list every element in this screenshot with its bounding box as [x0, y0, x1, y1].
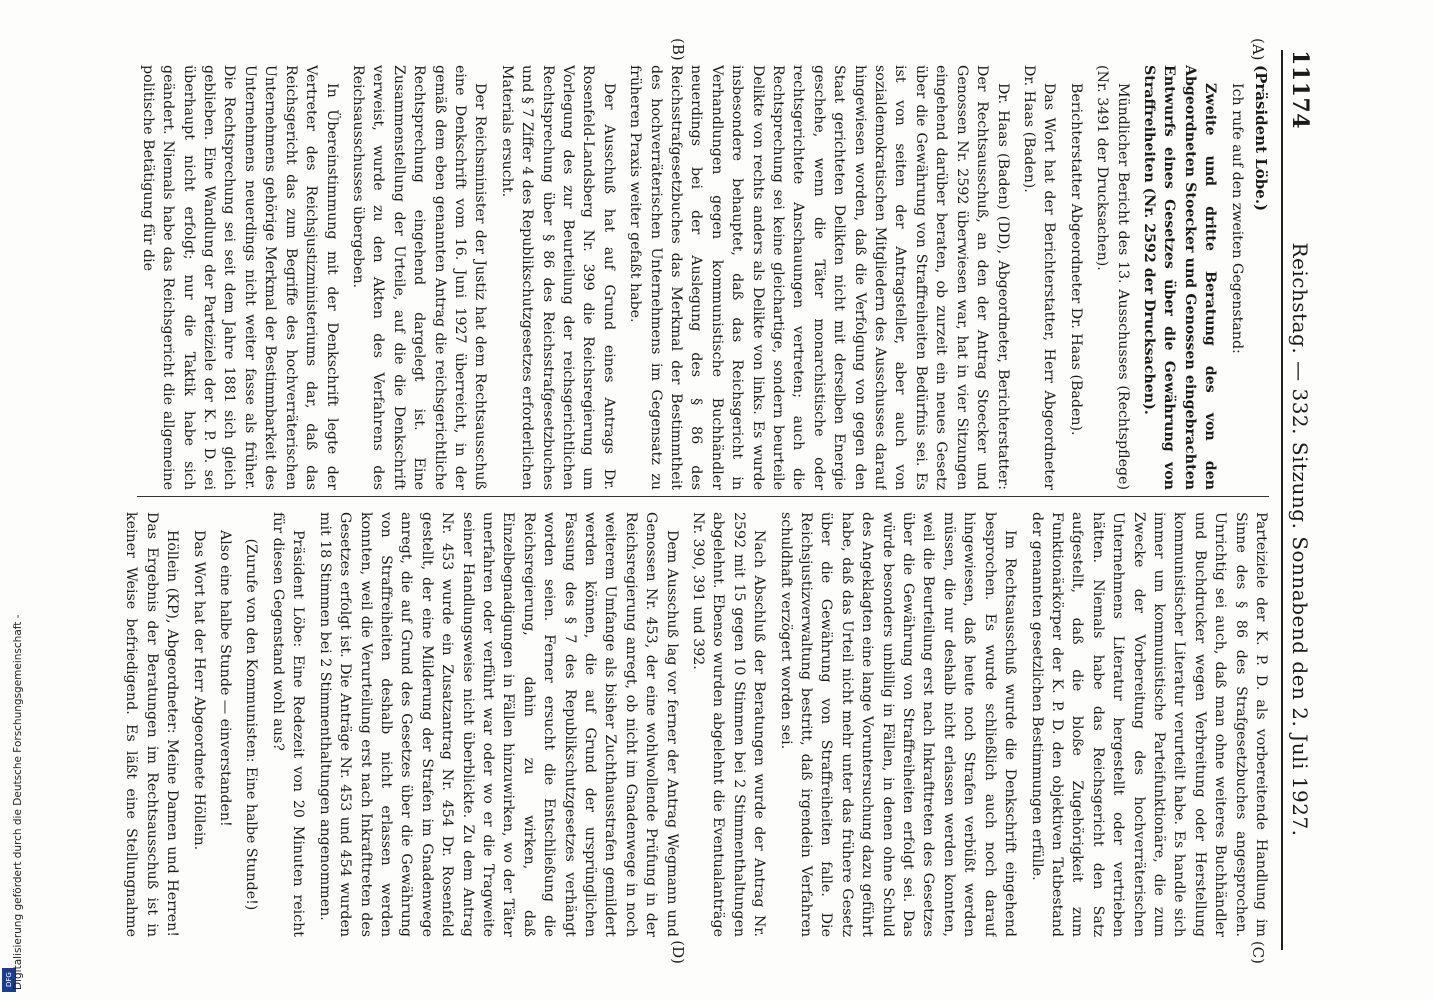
agenda-item: Zweite und dritte Beratung des von den Abgeordneten Stoecker und Genossen eingebrachten Entwurfs eines Gesetzes über die Gewährung von Straffreiheiten (Nr. 2592 der Drucksachen). [1140, 65, 1219, 490]
dfg-logo: DFG [2, 968, 16, 992]
margin-marker-a: (A) [1249, 38, 1267, 61]
paragraph: Mündlicher Bericht des 13. Ausschusses (Rechtspflege) (Nr. 3491 der Drucksachen). [1094, 65, 1131, 490]
paragraph: Nach Abschluß der Beratungen wurde der Antrag Nr. 2592 mit 15 gegen 10 Stimmen bei 2 Stimmenthaltungen abgelehnt. Ebenso wurden abgelehnt die Eventualanträge Nr. 390, 391 und 392. [690, 512, 768, 937]
digitization-footer [0, 0, 24, 1000]
paragraph: Also eine halbe Stunde — einverstanden! [217, 530, 234, 827]
margin-marker-c: (C) [1249, 940, 1267, 964]
speaker-heading: (Präsident Löbe.) [1252, 65, 1270, 212]
paragraph: Präsident Löbe: Eine Redezeit von 20 Minuten reicht für diesen Gegenstand wohl aus? [269, 512, 307, 937]
margin-marker-d: (D) [669, 940, 687, 964]
running-header [1281, 50, 1317, 950]
digitization-credit: Digitalisierung gefördert durch die Deutsche Forschungsgemeinschaft - [12, 614, 24, 990]
paragraph: Im Rechtsausschuß wurde die Denkschrift eingehend besprochen. Es wurde schließlich auch noch darauf hingewiesen, daß heute noch Strafen verbüßt werden müssen, die nur deshalb nicht erlassen werden konnten, weil die Beurteilung erst nach Inkrafttreten des Gesetzes über die Gewährung von Straffreiheiten erfolgt sei. Das würde besonders unbillig in Fällen, in denen ohne Schuld des Angeklagten eine lange Voruntersuchung dazu geführt habe, daß das Urteil nicht mehr unter das frühere Gesetz über die Gewährung von Straffreiheiten falle. Die Reichsjustizverwaltung bestritt, daß irgendein Verfahren schuldhaft verzögert worden sei. [777, 512, 1019, 937]
margin-marker-b: (B) [669, 38, 687, 61]
paragraph: Dr. Haas (Baden) (DD), Abgeordneter, Berichterstatter: Der Rechtsausschuß, an den der Antrag Stoecker und Genossen Nr. 2592 überwiesen war, hat in vier Sitzungen eingehend darüber beraten, ob zurzeit ein neues Gesetz über die Gewährung von Straffreiheiten Bedürfnis sei. Es ist von seiten der Antragsteller, aber auch von sozialdemokratischen Mitgliedern des Ausschusses darauf hingewiesen worden, daß die Verfolgung von gegen den Staat gerichteten Delikten nicht mit derselben Energie geschehe, wenn die Täter monarchistische oder rechtsgerichtete Anschauungen vertreten; auch die Rechtsprechung sei keine gleichartige, sondern beurteile Delikte von rechts anders als Delikte von links. Es wurde insbesondere behauptet, daß das Reichsgericht in Verhandlungen gegen kommunistische Buchhändler neuerdings bei der Auslegung des § 86 des Reichsstrafgesetzbuches das Merkmal der Bestimmtheit des hochverräterischen Unternehmens im Gegensatz zu früheren Praxis weiter gefaßt habe. [627, 65, 1011, 490]
paragraph: Berichterstatter Abgeordneter Dr. Haas (Baden). [1067, 83, 1084, 436]
paragraph: Das Wort hat der Berichterstatter, Herr Abgeordneter Dr. Haas (Baden). [1020, 65, 1058, 490]
paragraph: Das Wort hat der Herr Abgeordnete Höllein. [190, 530, 207, 851]
paragraph: Dem Ausschuß lag vor ferner der Antrag Wegmann und Genossen Nr. 453, der eine wohlwollende Prüfung in der Reichsregierung anregt, ob nicht im Gnadenwege in noch weiterem Umfange als bisher Zuchthausstrafen gemildert werden können, die auf Grund der ursprünglichen Fassung des § 7 des Republikschutzgesetzes verhängt worden seien. Ferner ersucht die Entschließung die Reichsregierung, dahin zu wirken, daß Einzelbegnadigungen in Fällen hinzuwirken, wo der Täter unerfahren oder verführt war oder wo er die Tragweite seiner Handlungsweise nicht überblickte. Zu dem Antrag Nr. 453 wurde ein Zusatzantrag Nr. 454 Dr. Rosenfeld gestellt, der eine Milderung der Strafen im Gnadenwege anregt, die auf Grund des Gesetzes über die Gewährung von Straffreiheiten deshalb nicht erlassen werden konnten, weil die Verurteilung erst nach Inkrafttreten des Gesetzes erfolgt ist. Die Anträge Nr. 453 und 454 wurden mit 18 Stimmen bei 2 Stimmenthaltungen angenommen. [316, 512, 680, 937]
column-divider [137, 496, 1269, 497]
paragraph: Der Reichsminister der Justiz hat dem Rechtsausschuß eine Denkschrift vom 16. Juni 1927 überreicht, in der gemäß dem eben genannten Antrag die reichsgerichtliche Rechtsprechung eingehend dargelegt ist. Eine Zusammenstellung der Urteile, auf die die Denkschrift verweist, wurde zu den Akten des Verfahrens des Reichsausschusses übergeben. [349, 65, 489, 490]
interjection: (Zurufe von den Kommunisten: Eine halbe Stunde!) [243, 538, 260, 911]
paragraph: Höllein (KP), Abgeordneter: Meine Damen und Herren! Das Ergebnis der Beratungen im Rechtsausschuß ist in keiner Weise befriedigend. Es läßt eine Stellungnahme [123, 512, 181, 937]
paragraph: Der Ausschuß hat auf Grund eines Antrags Dr. Rosenfeld-Landsberg Nr. 399 die Reichsregierung um Vorlegung des zur Beurteilung der reichsgerichtlichen Rechtsprechung über § 86 des Reichsstrafgesetzbuches und § 7 Ziffer 4 des Republikschutzgesetzes erforderlichen Materials ersucht. [498, 65, 617, 490]
paragraph: In Übereinstimmung mit der Denkschrift legte der Vertreter des Reichsjustizministeriums dar, daß das Reichsgericht das zum Begriffe des hochverräterischen Unternehmens gehörige Merkmal der Bestimmbarkeit des Unternehmens neuerdings nicht weiter fasse als früher. Die Rechtsprechung sei seit dem Jahre 1881 sich gleich geblieben. Eine Wandlung der Parteiziele der K. P. D. sei überhaupt nicht erfolgt; nur die Taktik habe sich geändert. Niemals habe das Reichsgericht die allgemeine politische Betätigung für die [139, 65, 340, 490]
paragraph: Parteiziele der K. P. D. als vorbereitende Handlung im Sinne des § 86 des Strafgesetzbuches angesprochen. Unrichtig sei auch, daß man ohne weiteres Buchhändler und Buchdrucker wegen Verbreitung oder Herstellung kommunistischer Literatur verurteilt habe. Es handle sich immer um kommunistische Parteifunktionäre, die zum Zwecke der Vorbereitung des hochverräterischen Unternehmens Literatur hergestellt oder vertrieben hätten. Niemals habe das Reichsgericht den Satz aufgestellt, daß die bloße Zugehörigkeit zum Funktionärkörper der K. P. D. den objektiven Tatbestand der genannten gesetzlichen Bestimmungen erfülle. [1028, 512, 1269, 937]
page-number: 11174 [1287, 50, 1313, 130]
left-column [121, 65, 1271, 490]
paragraph: Ich rufe auf den zweiten Gegenstand: [1228, 83, 1245, 354]
right-column [121, 512, 1271, 937]
header-title: Reichstag. — 332. Sitzung. Sonnabend den 2. Juli 1927. [1288, 242, 1312, 837]
rotated-page-content [107, 30, 1327, 970]
